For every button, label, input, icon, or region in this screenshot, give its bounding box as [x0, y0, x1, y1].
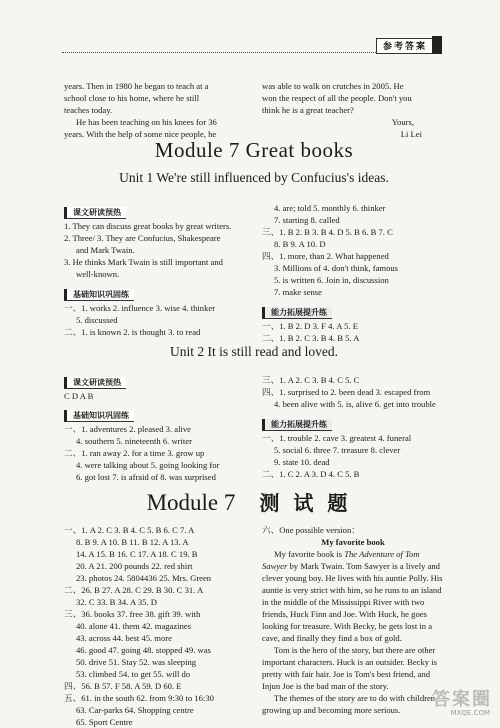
- unit2-title: Unit 2 It is still read and loved.: [170, 344, 338, 359]
- letter-signature: Li Lei: [400, 129, 422, 139]
- text-line: 6. got lost 7. is afraid of 8. was surprised: [76, 472, 216, 482]
- essay-text: by Mark Twain. Tom Sawyer is a lively and clever young boy. He lives with his auntie Polly. His auntie is very strict with him, so he runs to an island in the middle of the Mississippi River with two friends, Huck Finn and Joe. With Huck, he goes looking for treasure. With Becky, he gets lost in a cave, and finally they find a box of gold.: [262, 561, 443, 643]
- text-line: and Mark Twain.: [76, 245, 135, 255]
- text-line: 23. photos 24. 5804436 25. Mrs. Green: [76, 573, 212, 583]
- header-label: 参考答案: [376, 38, 434, 54]
- text-line: years. Then in 1980 he began to teach at a: [64, 81, 209, 91]
- text-line: 四、56. B 57. F 58. A 59. D 60. E: [64, 681, 182, 691]
- text-line: 三、36. books 37. free 38. gift 39. with: [64, 609, 201, 619]
- section-header: 基础知识巩固练: [64, 410, 134, 422]
- text-line: 20. A 21. 200 pounds 22. red shirt: [76, 561, 193, 571]
- section-header: 课文研读预热: [64, 207, 126, 219]
- text-line: years. With the help of some nice people, he: [64, 129, 217, 139]
- unit2-right: [262, 374, 444, 480]
- watermark: 答案圈: [432, 689, 492, 710]
- text-line: school close to his home, where he still: [64, 93, 200, 103]
- test-title-en: Module 7: [146, 490, 236, 515]
- text-line: 五、61. in the south 62. from 9:30 to 16:30: [64, 693, 214, 703]
- text-line: 32. C 33. B 34. A 35. D: [76, 597, 157, 607]
- essay-paragraph: [262, 548, 444, 644]
- essay-paragraph: The themes of the story are to do with children growing up and becoming more serious.: [262, 693, 436, 715]
- text-line: 二、26. B 27. A 28. C 29. B 30. C 31. A: [64, 585, 204, 595]
- test-essay: [262, 524, 444, 716]
- text-line: 5. social 6. three 7. treasure 8. clever: [274, 445, 401, 455]
- text-line: 43. across 44. best 45. more: [76, 633, 172, 643]
- text-line: 7. starting 8. called: [274, 215, 340, 225]
- text-line: He has been teaching on his knees for 36: [76, 117, 217, 127]
- test-answers: [64, 524, 250, 728]
- text-line: 14. A 15. B 16. C 17. A 18. C 19. B: [76, 549, 198, 559]
- text-line: think he is a great teacher?: [262, 105, 354, 115]
- essay-paragraph: Tom is the hero of the story, but there are other important characters. Huck is an outsider. Becky is pretty with fair hair. Joe is Tom's best friend, and Injun Joe is the bad man of the story.: [262, 645, 437, 691]
- text-line: 63. Car-parks 64. Shopping centre: [76, 705, 194, 715]
- section-header: 基础知识巩固练: [64, 289, 134, 301]
- text-line: 三、1. A 2. C 3. B 4. C 5. C: [262, 375, 360, 385]
- text-line: was able to walk on crutches in 2005. He: [262, 81, 404, 91]
- text-line: 5. is written 6. Join in, discussion: [274, 275, 389, 285]
- unit1-left: [64, 202, 250, 338]
- text-line: 一、1. adventures 2. pleased 3. alive: [64, 424, 191, 434]
- text-line: 四、1. surprised to 2. been dead 3. escaped from: [262, 387, 431, 397]
- text-line: 7. make sense: [274, 287, 322, 297]
- text-line: 4. are; told 5. monthly 6. thinker: [274, 203, 386, 213]
- text-line: 53. climbed 54. to get 55. will do: [76, 669, 191, 679]
- text-line: 3. He thinks Mark Twain is still important and: [64, 257, 223, 267]
- module-title: Module 7 Great books: [154, 138, 354, 162]
- text-line: 4. been alive with 5. is, alive 6. get into trouble: [274, 399, 436, 409]
- essay-book-title: The Adventure of Tom Sawyer: [262, 549, 420, 571]
- text-line: 一、1. B 2. D 3. F 4. A 5. E: [262, 321, 358, 331]
- essay-text: My favorite book is: [274, 549, 345, 559]
- text-line: 三、1. B 2. B 3. B 4. D 5. B 6. B 7. C: [262, 227, 393, 237]
- text-line: 4. southern 5. nineteenth 6. writer: [76, 436, 192, 446]
- top-left-text: [64, 80, 244, 140]
- text-line: 5. discussed: [76, 315, 118, 325]
- text-line: 1. They can discuss great books by great writers.: [64, 221, 232, 231]
- text-line: teaches today.: [64, 105, 113, 115]
- text-line: C D A B: [64, 391, 94, 401]
- text-line: 一、1. works 2. influence 3. wise 4. thinker: [64, 303, 216, 313]
- unit2-left: [64, 372, 250, 483]
- text-line: 二、1. is known 2. is thought 3. to read: [64, 327, 201, 337]
- section-header: 课文研读预热: [64, 377, 126, 389]
- unit1-title: Unit 1 We're still influenced by Confucius's ideas.: [119, 170, 389, 185]
- text-line: 9. state 10. dead: [274, 457, 330, 467]
- top-right-text: [262, 80, 444, 140]
- text-line: 50. drive 51. Stay 52. was sleeping: [76, 657, 197, 667]
- text-line: 4. were talking about 5. going looking for: [76, 460, 220, 470]
- text-line: 40. alone 41. them 42. magazines: [76, 621, 192, 631]
- text-line: 65. Sport Centre: [76, 717, 133, 727]
- text-line: 四、1. more, than 2. What happened: [262, 251, 389, 261]
- section-header: 能力拓展提升练: [262, 419, 332, 431]
- text-line: 二、1. B 2. C 3. B 4. B 5. A: [262, 333, 360, 343]
- text-line: 二、1. ran away 2. for a time 3. grow up: [64, 448, 205, 458]
- text-line: 2. Three/ 3. They are Confucius, Shakespeare: [64, 233, 221, 243]
- unit1-right: [262, 202, 444, 344]
- text-line: won the respect of all the people. Don't you: [262, 93, 412, 103]
- section-header: 能力拓展提升练: [262, 307, 332, 319]
- essay-title: My favorite book: [321, 537, 385, 547]
- text-line: 8. B 9. A 10. D: [274, 239, 326, 249]
- header-cap-mark: [432, 36, 442, 54]
- text-line: 3. Millions of 4. don't think, famous: [274, 263, 399, 273]
- text-line: 8. B 9. A 10. B 11. B 12. A 13. A: [76, 537, 189, 547]
- essay-intro: 六、One possible version：: [262, 525, 360, 535]
- test-title: [64, 490, 444, 516]
- text-line: 46. good 47. going 48. stopped 49. was: [76, 645, 211, 655]
- text-line: 一、1. A 2. C 3. B 4. C 5. B 6. C 7. A: [64, 525, 195, 535]
- letter-closing: Yours,: [391, 117, 414, 127]
- text-line: 一、1. trouble 2. cave 3. greatest 4. funeral: [262, 433, 412, 443]
- watermark-url: MXQE.COM: [450, 709, 490, 717]
- test-title-zh: 测试题: [259, 491, 362, 515]
- text-line: well-known.: [76, 269, 120, 279]
- text-line: 二、1. C 2. A 3. D 4. C 5. B: [262, 469, 360, 479]
